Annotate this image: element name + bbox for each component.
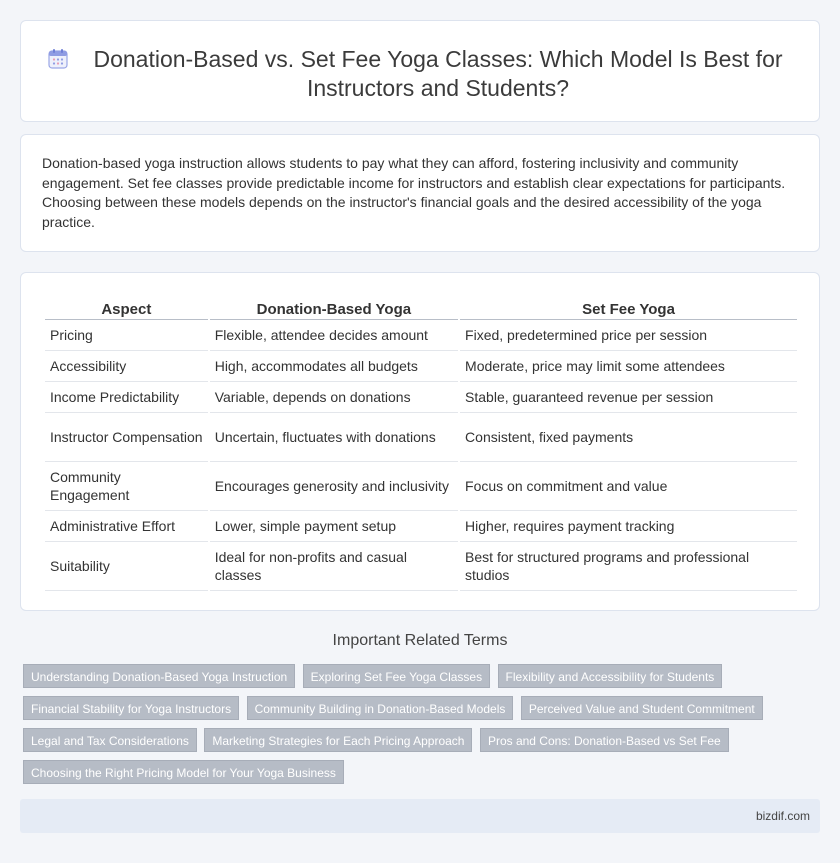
table-row	[45, 351, 797, 382]
related-term-tag[interactable]: Choosing the Right Pricing Model for Your Yoga Business	[23, 760, 344, 784]
cell-aspect: Instructor Compensation	[45, 413, 208, 462]
table-header-row	[45, 295, 797, 320]
table-row	[45, 413, 797, 462]
table-row	[45, 511, 797, 542]
cell-aspect: Suitability	[45, 542, 208, 591]
cell-aspect: Community Engagement	[45, 462, 208, 511]
related-term-tag[interactable]: Exploring Set Fee Yoga Classes	[303, 664, 490, 688]
related-term-tag[interactable]: Pros and Cons: Donation-Based vs Set Fee	[480, 728, 729, 752]
intro-paragraph: Donation-based yoga instruction allows students to pay what they can afford, fostering inclusivity and community engagement. Set fee classes provide predictable income for instructors and establish clear expectations for participants. Choosing between these models depends on the instructor's financial goals and the desired accessibility of the yoga practice.	[42, 155, 786, 230]
cell-set-fee: Fixed, predetermined price per session	[460, 320, 797, 351]
related-terms-list	[23, 664, 803, 792]
table-row	[45, 542, 797, 591]
related-term-tag[interactable]: Flexibility and Accessibility for Students	[498, 664, 723, 688]
comparison-table-card	[20, 272, 820, 611]
related-term-tag[interactable]: Community Building in Donation-Based Models	[247, 696, 514, 720]
footer-site-link[interactable]: bizdif.com	[755, 809, 810, 823]
cell-set-fee: Moderate, price may limit some attendees	[460, 351, 797, 382]
page-title: Donation-Based vs. Set Fee Yoga Classes: Which Model Is Best for Instructors and Students?	[93, 46, 783, 101]
cell-set-fee: Consistent, fixed payments	[460, 413, 797, 462]
related-term-tag[interactable]: Legal and Tax Considerations	[23, 728, 197, 752]
cell-donation: Variable, depends on donations	[210, 382, 458, 413]
related-term-tag[interactable]: Perceived Value and Student Commitment	[521, 696, 763, 720]
cell-set-fee: Stable, guaranteed revenue per session	[460, 382, 797, 413]
table-row	[45, 462, 797, 511]
related-term-tag[interactable]: Marketing Strategies for Each Pricing Approach	[204, 728, 472, 752]
header-set-fee: Set Fee Yoga	[460, 295, 797, 320]
cell-donation: Flexible, attendee decides amount	[210, 320, 458, 351]
cell-set-fee: Higher, requires payment tracking	[460, 511, 797, 542]
title-card	[20, 20, 820, 122]
cell-aspect: Pricing	[45, 320, 208, 351]
header-donation-based: Donation-Based Yoga	[210, 295, 458, 320]
related-term-tag[interactable]: Financial Stability for Yoga Instructors	[23, 696, 239, 720]
cell-aspect: Accessibility	[45, 351, 208, 382]
footer	[20, 799, 820, 833]
cell-aspect: Income Predictability	[45, 382, 208, 413]
cell-set-fee: Focus on commitment and value	[460, 462, 797, 511]
cell-aspect: Administrative Effort	[45, 511, 208, 542]
calendar-icon	[47, 48, 69, 70]
cell-donation: Ideal for non-profits and casual classes	[210, 542, 458, 591]
table-row	[45, 320, 797, 351]
cell-donation: Lower, simple payment setup	[210, 511, 458, 542]
intro-card	[20, 134, 820, 252]
cell-donation: Uncertain, fluctuates with donations	[210, 413, 458, 462]
cell-donation: High, accommodates all budgets	[210, 351, 458, 382]
comparison-table	[43, 295, 799, 591]
cell-set-fee: Best for structured programs and professional studios	[460, 542, 797, 591]
related-term-tag[interactable]: Understanding Donation-Based Yoga Instruction	[23, 664, 295, 688]
cell-donation: Encourages generosity and inclusivity	[210, 462, 458, 511]
table-row	[45, 382, 797, 413]
header-aspect: Aspect	[45, 295, 208, 320]
related-terms-heading: Important Related Terms	[332, 632, 508, 649]
